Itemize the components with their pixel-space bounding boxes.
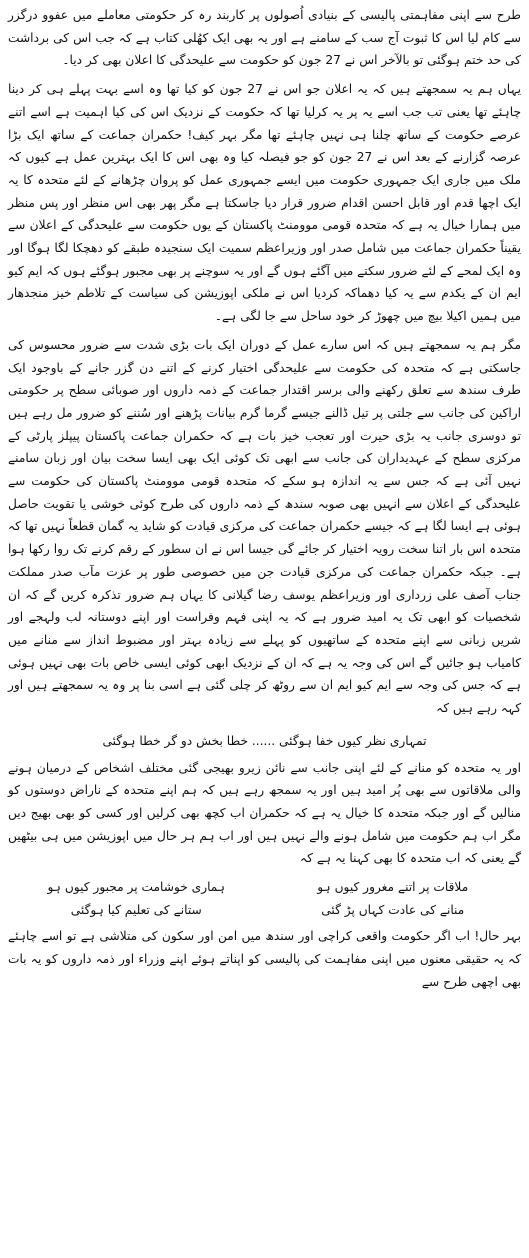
article-paragraph-3: مگر ہم یہ سمجھتے ہیں کہ اس سارے عمل کے دوران ایک بات بڑی شدت سے ضرور محسوس کی جاسکتی ہے کہ متحدہ کی حکومت سے علیحدگی اختیار کرنے کے اتنے دن گزر جانے کے باوجود ایک طرف سندھ سے تعلق رکھنے والی برسر اقتدار جماعت کے ذمہ داروں اور صوبائی سطح پر حکومتی اراکین کی جانب سے جلتی پر تیل ڈالنے جیسے گرما گرم بیانات پڑھنے اور سُننے کو ضرور مل رہے ہیں تو دوسری جانب یہ بڑی حیرت اور تعجب خیز بات ہے کہ حکمران جماعت پاکستان پیپلز پارٹی کے مرکزی سطح کے عہدیداران کی جانب سے ابھی تک کوئی ایک بھی ایسا سخت بیان اور زبان سامنے نہیں آئی ہے کہ جس سے یہ اندازہ ہو سکے کہ متحدہ قومی موومنٹ پاکستان کی حکومت سے علیحدگی کے اعلان سے انہیں بھی صوبہ سندھ کے ذمہ داروں کی طرح کوئی خوشی یا تقویت حاصل ہوئی ہے ایسا لگا ہے کہ جیسے حکمران جماعت کی مرکزی قیادت کو شاید یہ گمان قطعاً نہیں تھا کہ متحدہ اس بار اتنا سخت رویہ اختیار کر جائے گی جیسا اس نے ان سطور کے رقم کرنے تک روا رکھا ہوا ہے۔ جبکہ حکمران جماعت کی مرکزی قیادت جن میں خصوصی طور پر عزت مآب صدر مملکت جناب آصف علی زرداری اور وزیراعظم یوسف رضا گیلانی کا یہاں ہم ضرور تذکرہ کریں گے کہ ان شخصیات کو ابھی تک یہ امید ضرور ہے کہ یہ اپنی فہم وفراست اور اپنے دوستانہ لب ولہجے اور شریں زبانی سے اپنے متحدہ کے ساتھیوں کو پہلے سے زیادہ بہتر اور مضبوط انداز سے منانے میں کامیاب ہو جائیں گے اس کی وجہ یہ ہے کہ ان کے نزدیک ابھی کوئی ایسی خاص بات بھی نہیں ہوئی ہے کہ جس کی وجہ سے ایم کیو ایم ان سے روٹھ کر چلی گئی ہے اسی بنا پر وہ یہ سمجھتے ہیں اور کہہ رہے ہیں کہ [8, 337, 521, 716]
article-paragraph-1: طرح سے اپنی مفاہمتی پالیسی کے بنیادی اُصولوں پر کاربند رہ کر حکومتی معاملے میں عفوو درگزر سے کام لیا اس کا ثبوت آج سب کے سامنے ہے اور یہ بھی ایک کھُلی کتاب ہے کہ جب اس کی برداشت کی حد ختم ہوگئی تو بالآخر اس نے 27 جون کو حکومت سے علیحدگی کا اعلان بھی کر دیا۔ [8, 8, 521, 68]
article-closing-paragraph: بہر حال! اب اگر حکومت واقعی کراچی اور سندھ میں امن اور سکون کی متلاشی ہے تو اسے چاہئے کہ یہ حقیقی معنوں میں اپنی مفاہمت کی پالیسی کو اپناتے ہوئے اپنے وزراء اور ذمہ داروں کو یہ بات بھی اچھی طرح سے [8, 929, 521, 989]
article-paragraph-2: یہاں ہم یہ سمجھتے ہیں کہ یہ اعلان جو اس نے 27 جون کو کیا تھا وہ اسے بہت پہلے ہی کر دینا چاہئے تھا یعنی تب جب اسے یہ پر یہ کرلیا تھا کہ حکومت کے نزدیک اس کی کیا اہمیت ہے اسے اتنے عرصے حکومت کے ساتھ چلنا ہی نہیں چاہئے تھا مگر بہر کیف! حکمران جماعت کے ساتھ ایک بڑا عرصہ گزارنے کے بعد اس نے 27 جون کو جو فیصلہ کیا وہ بھی اس کا ایک بہترین عمل ہے کیوں کہ ملک میں جاری ایک جمہوری حکومت میں ایسے جمہوری عمل کو پروان چڑھانے کے لئے متحدہ کا یہ ایک اچھا قدم اور قابل احسن اقدام ضرور قرار دیا جاسکتا ہے مگر پھر بھی اس منظر اور پس منظر میں ہمارا خیال یہ ہے کہ متحدہ قومی موومنٹ پاکستان کے یوں حکومت سے علیحدگی کے اعلان سے یقیناً حکمران جماعت میں شامل صدر اور وزیراعظم سمیت ایک سنجیدہ طبقے کو دھچکا لگا ہوگا اور وہ ایک لمحے کے لئے ضرور سکتے میں آگئے ہوں گے اور یہ سوچنے پر بھی مجبور ہوگئے ہوں کہ ایم کیو ایم ان کے یکدم سے یہ کیا دھماکہ کردیا اس نے ملکی اپوزیشن کی سیاست کے تلاطم خیز منجدھار میں ہمیں اکیلا بیچ میں چھوڑ کر خود ساحل سے جا لگی ہے۔ [8, 82, 521, 324]
verse-headline: تمہاری نظر کیوں خفا ہوگئی ...... خطا بخش دو گر خطا ہوگئی [102, 733, 427, 748]
verse-couplets [8, 876, 521, 921]
couplet-1 [8, 876, 521, 899]
couplet-2-left: ستانے کی تعلیم کیا ہوگئی [70, 902, 202, 917]
couplet-2 [8, 899, 521, 922]
article-paragraph-4: اور یہ متحدہ کو منانے کے لئے اپنی جانب سے نائن زیرو بھیجی گئی مختلف اشخاص کے درمیان ہونے والی ملاقاتوں سے بھی پُر امید ہیں اور یہ سمجھ رہے ہیں کہ ہم اپنے متحدہ کے ناراض دوستوں کو منالیں گے اور جبکہ متحدہ کا خیال یہ ہے کہ حکمران اب کچھ بھی کرلیں اور کسی کو بھی بھیج دیں مگر اب ہم حکومت میں شامل ہونے والے نہیں ہیں اور اب ہم ہر حال میں اپوزیشن میں ہی بیٹھیں گے یعنی کہ اب متحدہ کا بھی کہنا یہ ہے کہ [8, 760, 521, 866]
couplet-2-right: منانے کی عادت کہاں پڑ گئی [321, 902, 465, 917]
couplet-1-left: ہماری خوشامت پر مجبور کیوں ہو [47, 880, 225, 895]
couplet-1-right: ملاقات پر اتنے مغرور کیوں ہو [317, 880, 469, 895]
